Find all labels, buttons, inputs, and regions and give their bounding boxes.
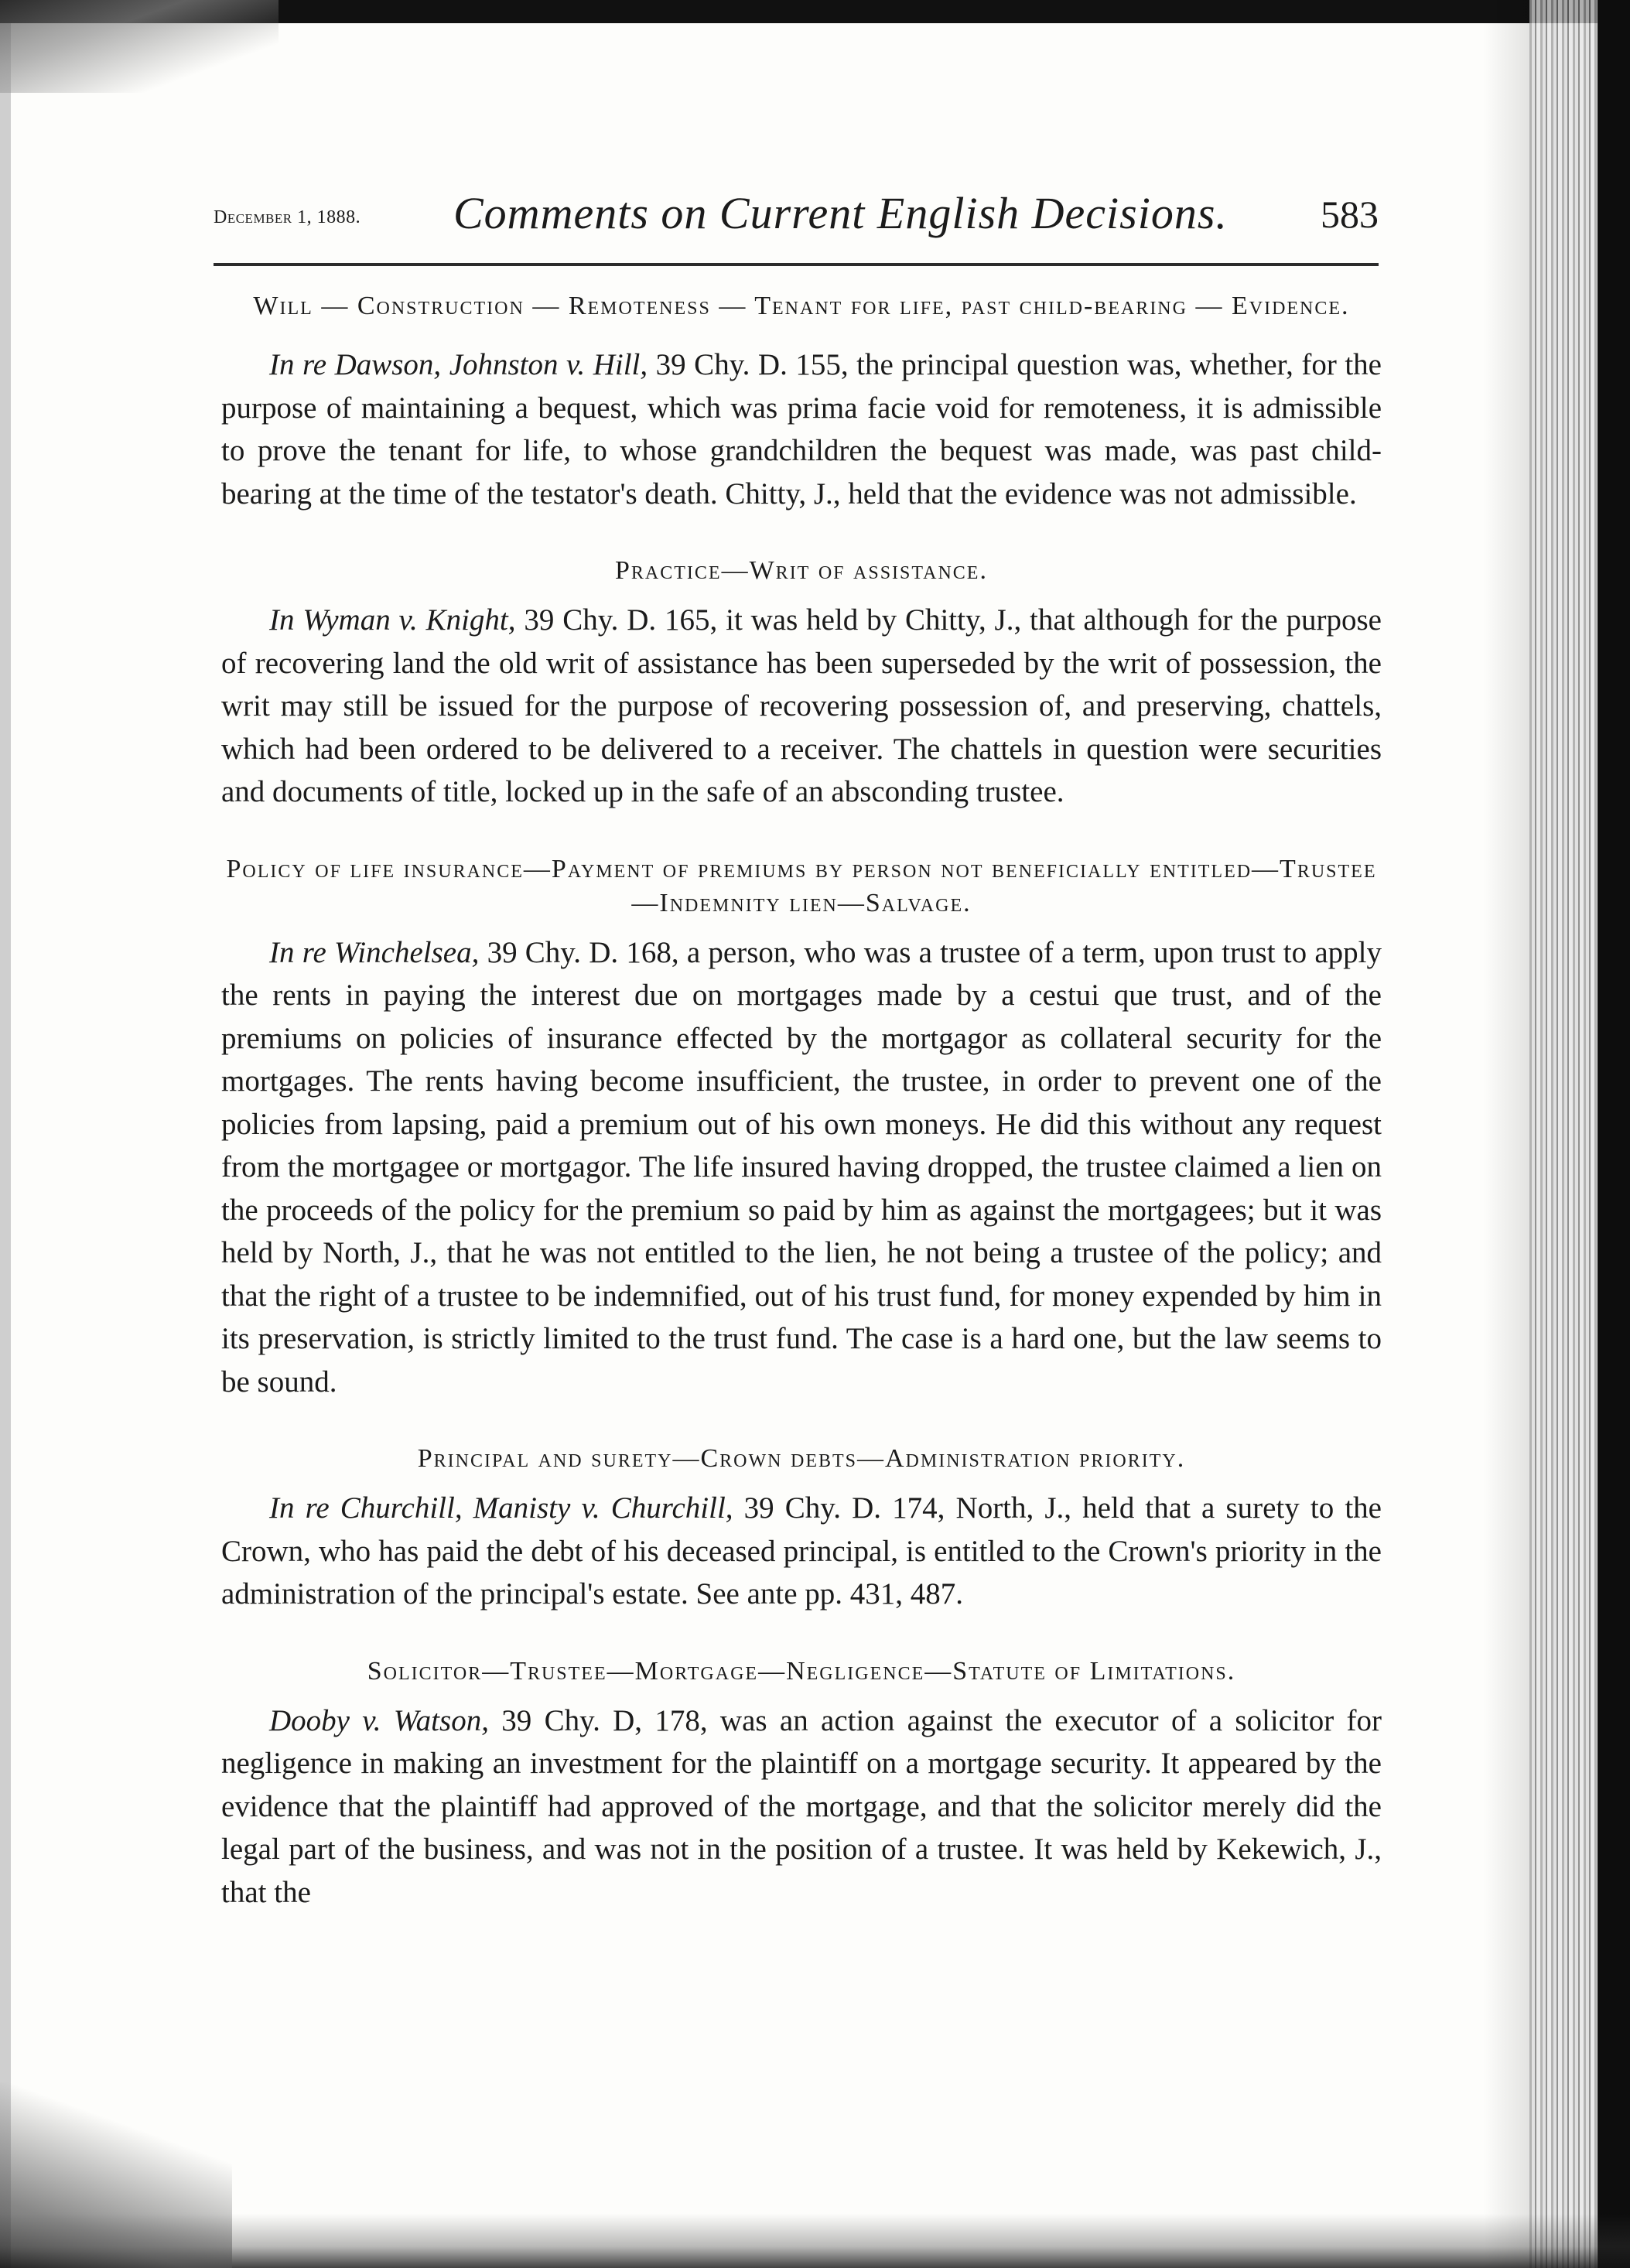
scan-left-edge (0, 0, 11, 2268)
case-name: Dooby v. Watson, (269, 1703, 489, 1737)
page-number: 583 (1321, 193, 1379, 236)
section-heading: Solicitor—Trustee—Mortgage—Negligence—Statute of Limitations. (367, 1656, 1236, 1686)
section-heading: Practice—Writ of assistance. (615, 556, 988, 585)
scan-top-corner-shadow (0, 0, 279, 93)
scan-binding-shadow (1483, 0, 1529, 2268)
paragraph-text: 39 Chy. D. 174, North, J., held that a surety to the Crown, who has paid the debt of his deceased principal, is entitled to the Crown's priority in the administration of the principal's estate. See ante pp. 431, 487. (221, 1491, 1382, 1610)
paragraph-text: 39 Chy. D. 168, a person, who was a trustee of a term, upon trust to apply the rents in paying the interest due on mortgages made by a cestui que trust, and of the premiums on policies of insurance effected by the mortgagor as collateral security for the mortgages. The rents having become insufficient, the trustee, in order to prevent one of the policies from lapsing, paid a premium out of his own moneys. He did this without any request from the mortgagee or mortgagor. The life insured having dropped, the trustee claimed a lien on the proceeds of the policy for the premium so paid by him as against the mortgagees; but it was held by North, J., that he was not entitled to the lien, he not being a trustee of the policy; and that the right of a trustee to be indemnified, out of his trust fund, for money expended by him in its preservation, is strictly limited to the trust fund. The case is a hard one, but the law seems to be sound. (221, 935, 1382, 1399)
section-life-insurance (221, 852, 1382, 1404)
paragraph-text: 39 Chy. D. 165, it was held by Chitty, J., that although for the purpose of recovering land the old writ of assistance has been superseded by the writ of possession, the writ may still be issued for the purpose of recovering possession of, and preserving, chattels, which had been ordered to be delivered to a receiver. The chattels in question were securities and documents of title, locked up in the safe of an absconding trustee. (221, 603, 1382, 808)
case-name: In re Winchelsea, (269, 935, 480, 969)
section-heading: Will — Construction — Remoteness — Tenant for life, past child-bearing — Evidence. (253, 292, 1350, 320)
section-writ-of-assistance (221, 554, 1382, 814)
section-heading: Policy of life insurance—Payment of premiums by person not beneficially entitled—Trustee—Indemnity lien—Salvage. (226, 854, 1377, 917)
section-paragraph (221, 599, 1382, 814)
header-date: December 1, 1888. (214, 207, 361, 227)
section-heading: Principal and surety—Crown debts—Administration priority. (417, 1444, 1186, 1473)
article-body (221, 289, 1382, 1914)
scan-bottom-corner-shadow (0, 2082, 232, 2268)
section-paragraph (221, 1487, 1382, 1616)
section-will-construction (221, 289, 1382, 515)
case-name: In re Dawson, Johnston v. Hill, (269, 348, 648, 381)
header-rule (214, 263, 1379, 266)
section-principal-and-surety (221, 1442, 1382, 1616)
section-solicitor-trustee (221, 1655, 1382, 1914)
scan-right-edge-border (1598, 0, 1630, 2268)
section-paragraph (221, 931, 1382, 1404)
case-name: In re Churchill, Manisty v. Churchill, (269, 1491, 733, 1525)
header-title: Comments on Current English Decisions. (453, 188, 1228, 238)
section-paragraph (221, 343, 1382, 515)
section-paragraph (221, 1699, 1382, 1914)
paragraph-text: 39 Chy. D, 178, was an action against the executor of a solicitor for negligence in making an investment for the plaintiff on a mortgage security. It appeared by the evidence that the plaintiff had approved of the mortgage, and that the solicitor merely did the legal part of the business, and was not in the position of a trustee. It was held by Kekewich, J., that the (221, 1703, 1382, 1909)
scan-bottom-edge (0, 2214, 1630, 2268)
case-name: In Wyman v. Knight, (269, 603, 516, 637)
paragraph-text: 39 Chy. D. 155, the principal question was, whether, for the purpose of maintaining a bequest, which was prima facie void for remoteness, it is admissible to prove the tenant for life, to whose grandchildren the bequest was made, was past child-bearing at the time of the testator's death. Chitty, J., held that the evidence was not admissible. (221, 348, 1382, 511)
running-header (214, 184, 1379, 238)
